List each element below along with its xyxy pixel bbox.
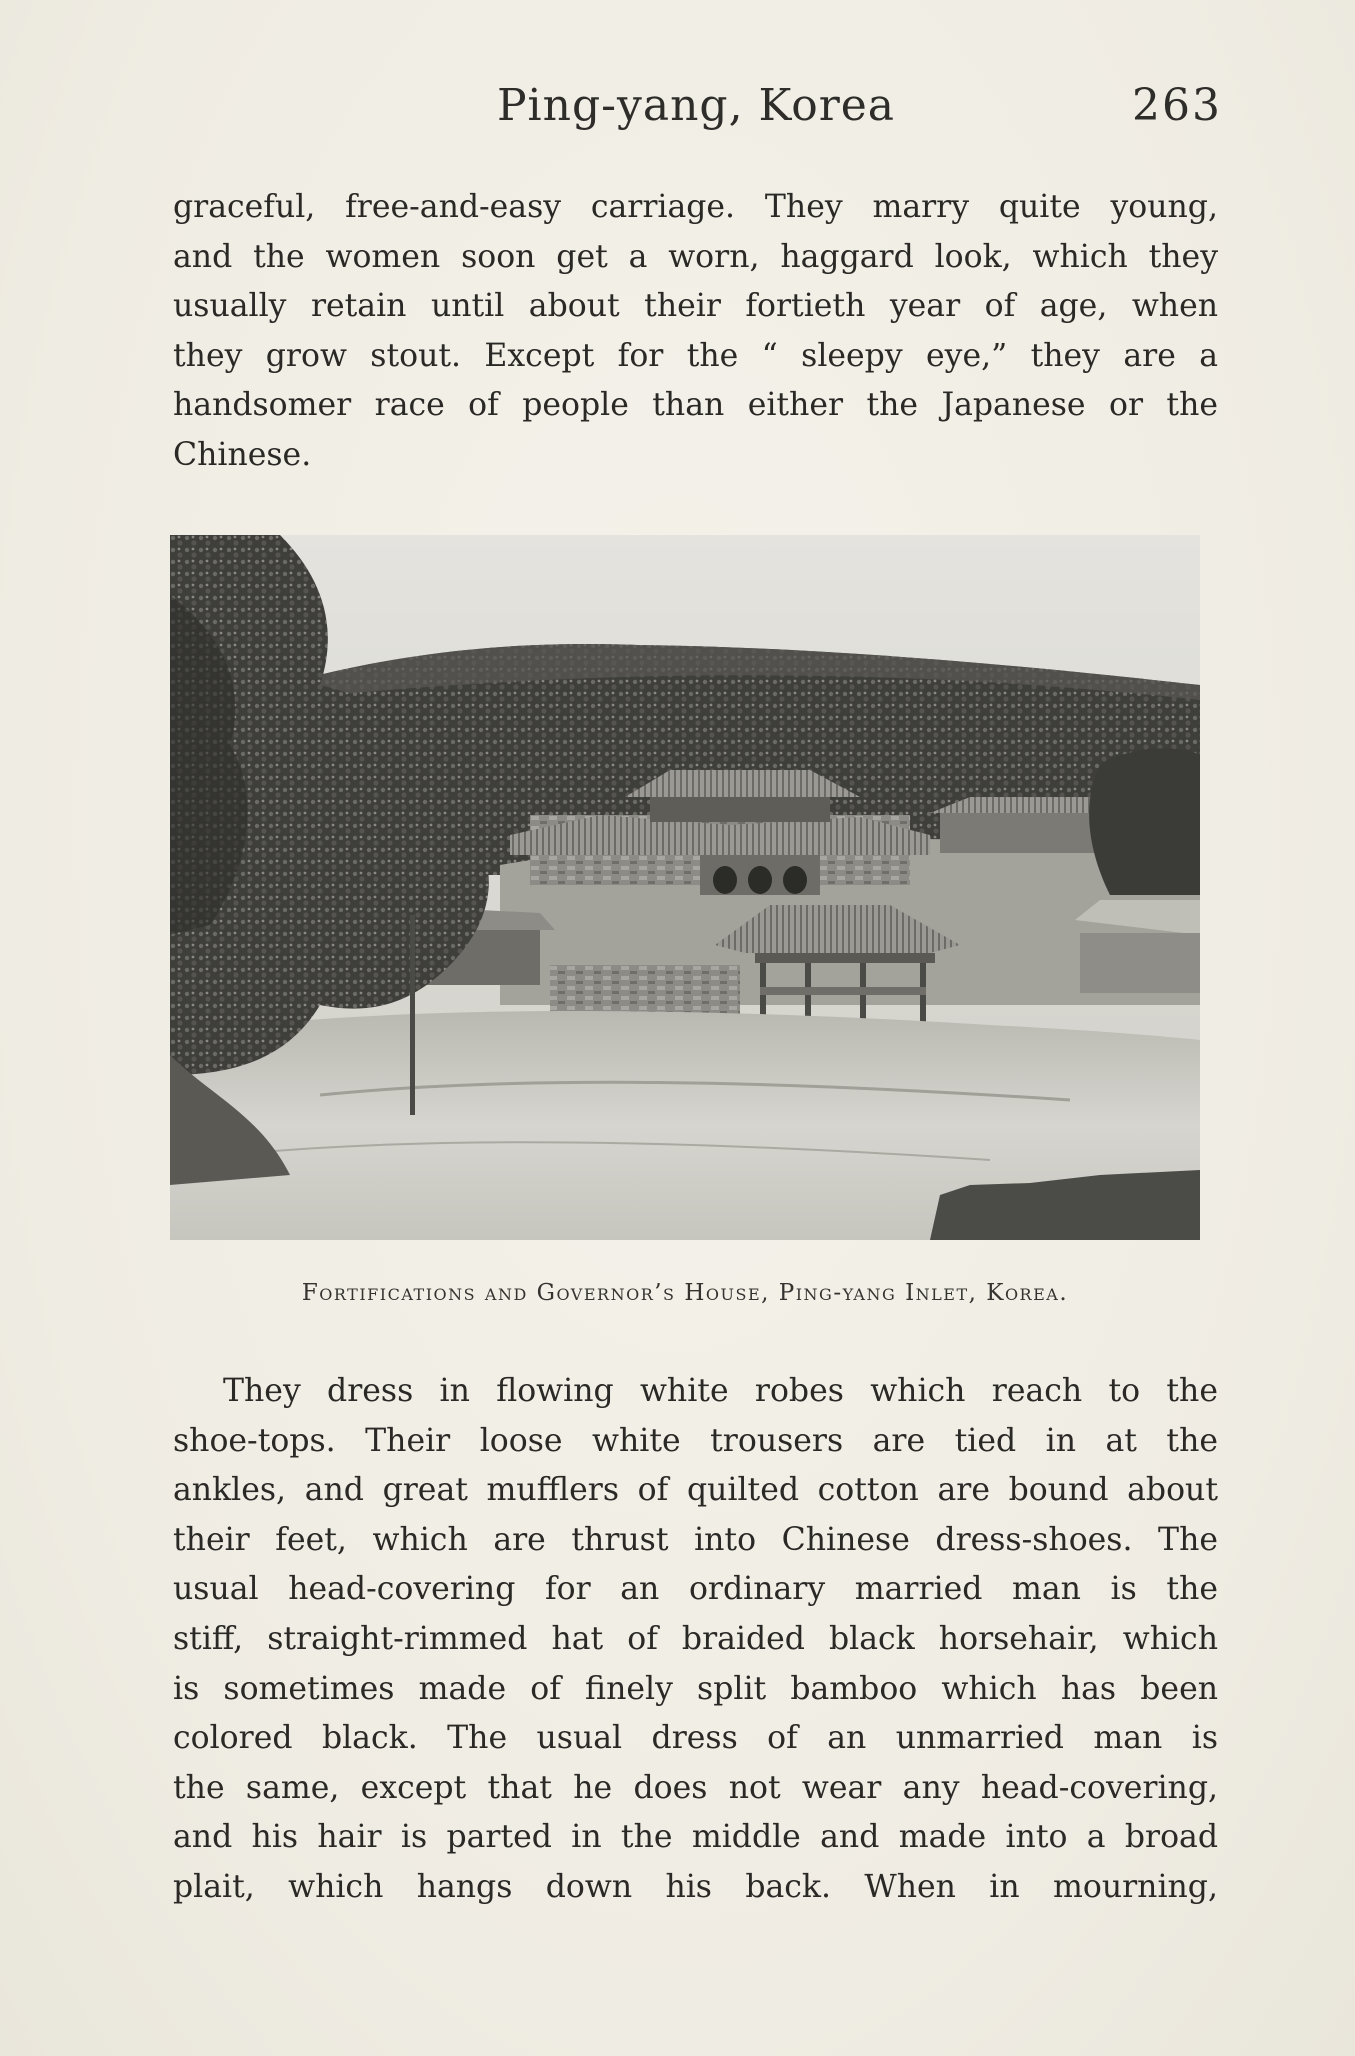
text-line: the same, except that he does not wear any head-covering, — [173, 1769, 1218, 1806]
text-line: stiff, straight-rimmed hat of braided black horsehair, which — [173, 1620, 1218, 1657]
text-line: They dress in flowing white robes which reach to the — [223, 1373, 1218, 1409]
running-head — [170, 80, 1222, 140]
text-line: graceful, free-and-easy carriage. They marry quite young, — [173, 189, 1218, 225]
text-line: colored black. The usual dress of an unmarried man is — [173, 1720, 1218, 1757]
text-line: Chinese. — [173, 436, 312, 473]
text-line: handsomer race of people than either the Japanese or the — [173, 387, 1218, 424]
text-line: shoe-tops. Their loose white trousers are tied in at the — [173, 1422, 1218, 1459]
paragraph-top — [173, 183, 1218, 481]
text-line: they grow stout. Except for the “ sleepy eye,” they are a — [173, 337, 1218, 374]
photo-plate — [170, 535, 1200, 1240]
halftone-photograph — [170, 535, 1200, 1240]
text-line: plait, which hangs down his back. When in mourning, — [173, 1868, 1218, 1905]
text-line: is sometimes made of finely split bamboo which has been — [173, 1670, 1218, 1707]
text-line: and the women soon get a worn, haggard look, which they — [173, 238, 1218, 275]
text-line: and his hair is parted in the middle and made into a broad — [173, 1819, 1218, 1856]
page-number: 263 — [1132, 80, 1222, 131]
text-line: usually retain until about their fortieth year of age, when — [173, 288, 1218, 325]
text-line: ankles, and great mufflers of quilted cotton are bound about — [173, 1472, 1218, 1509]
paragraph-bottom — [173, 1367, 1218, 1913]
text-line: their feet, which are thrust into Chinese dress-shoes. The — [173, 1521, 1218, 1558]
running-title: Ping-yang, Korea — [496, 80, 896, 131]
caption-text: Fortifications and Governor’s House, Ping-yang Inlet, Korea. — [301, 1280, 1069, 1306]
photo-caption — [170, 1280, 1200, 1306]
text-line: usual head-covering for an ordinary married man is the — [173, 1571, 1218, 1608]
